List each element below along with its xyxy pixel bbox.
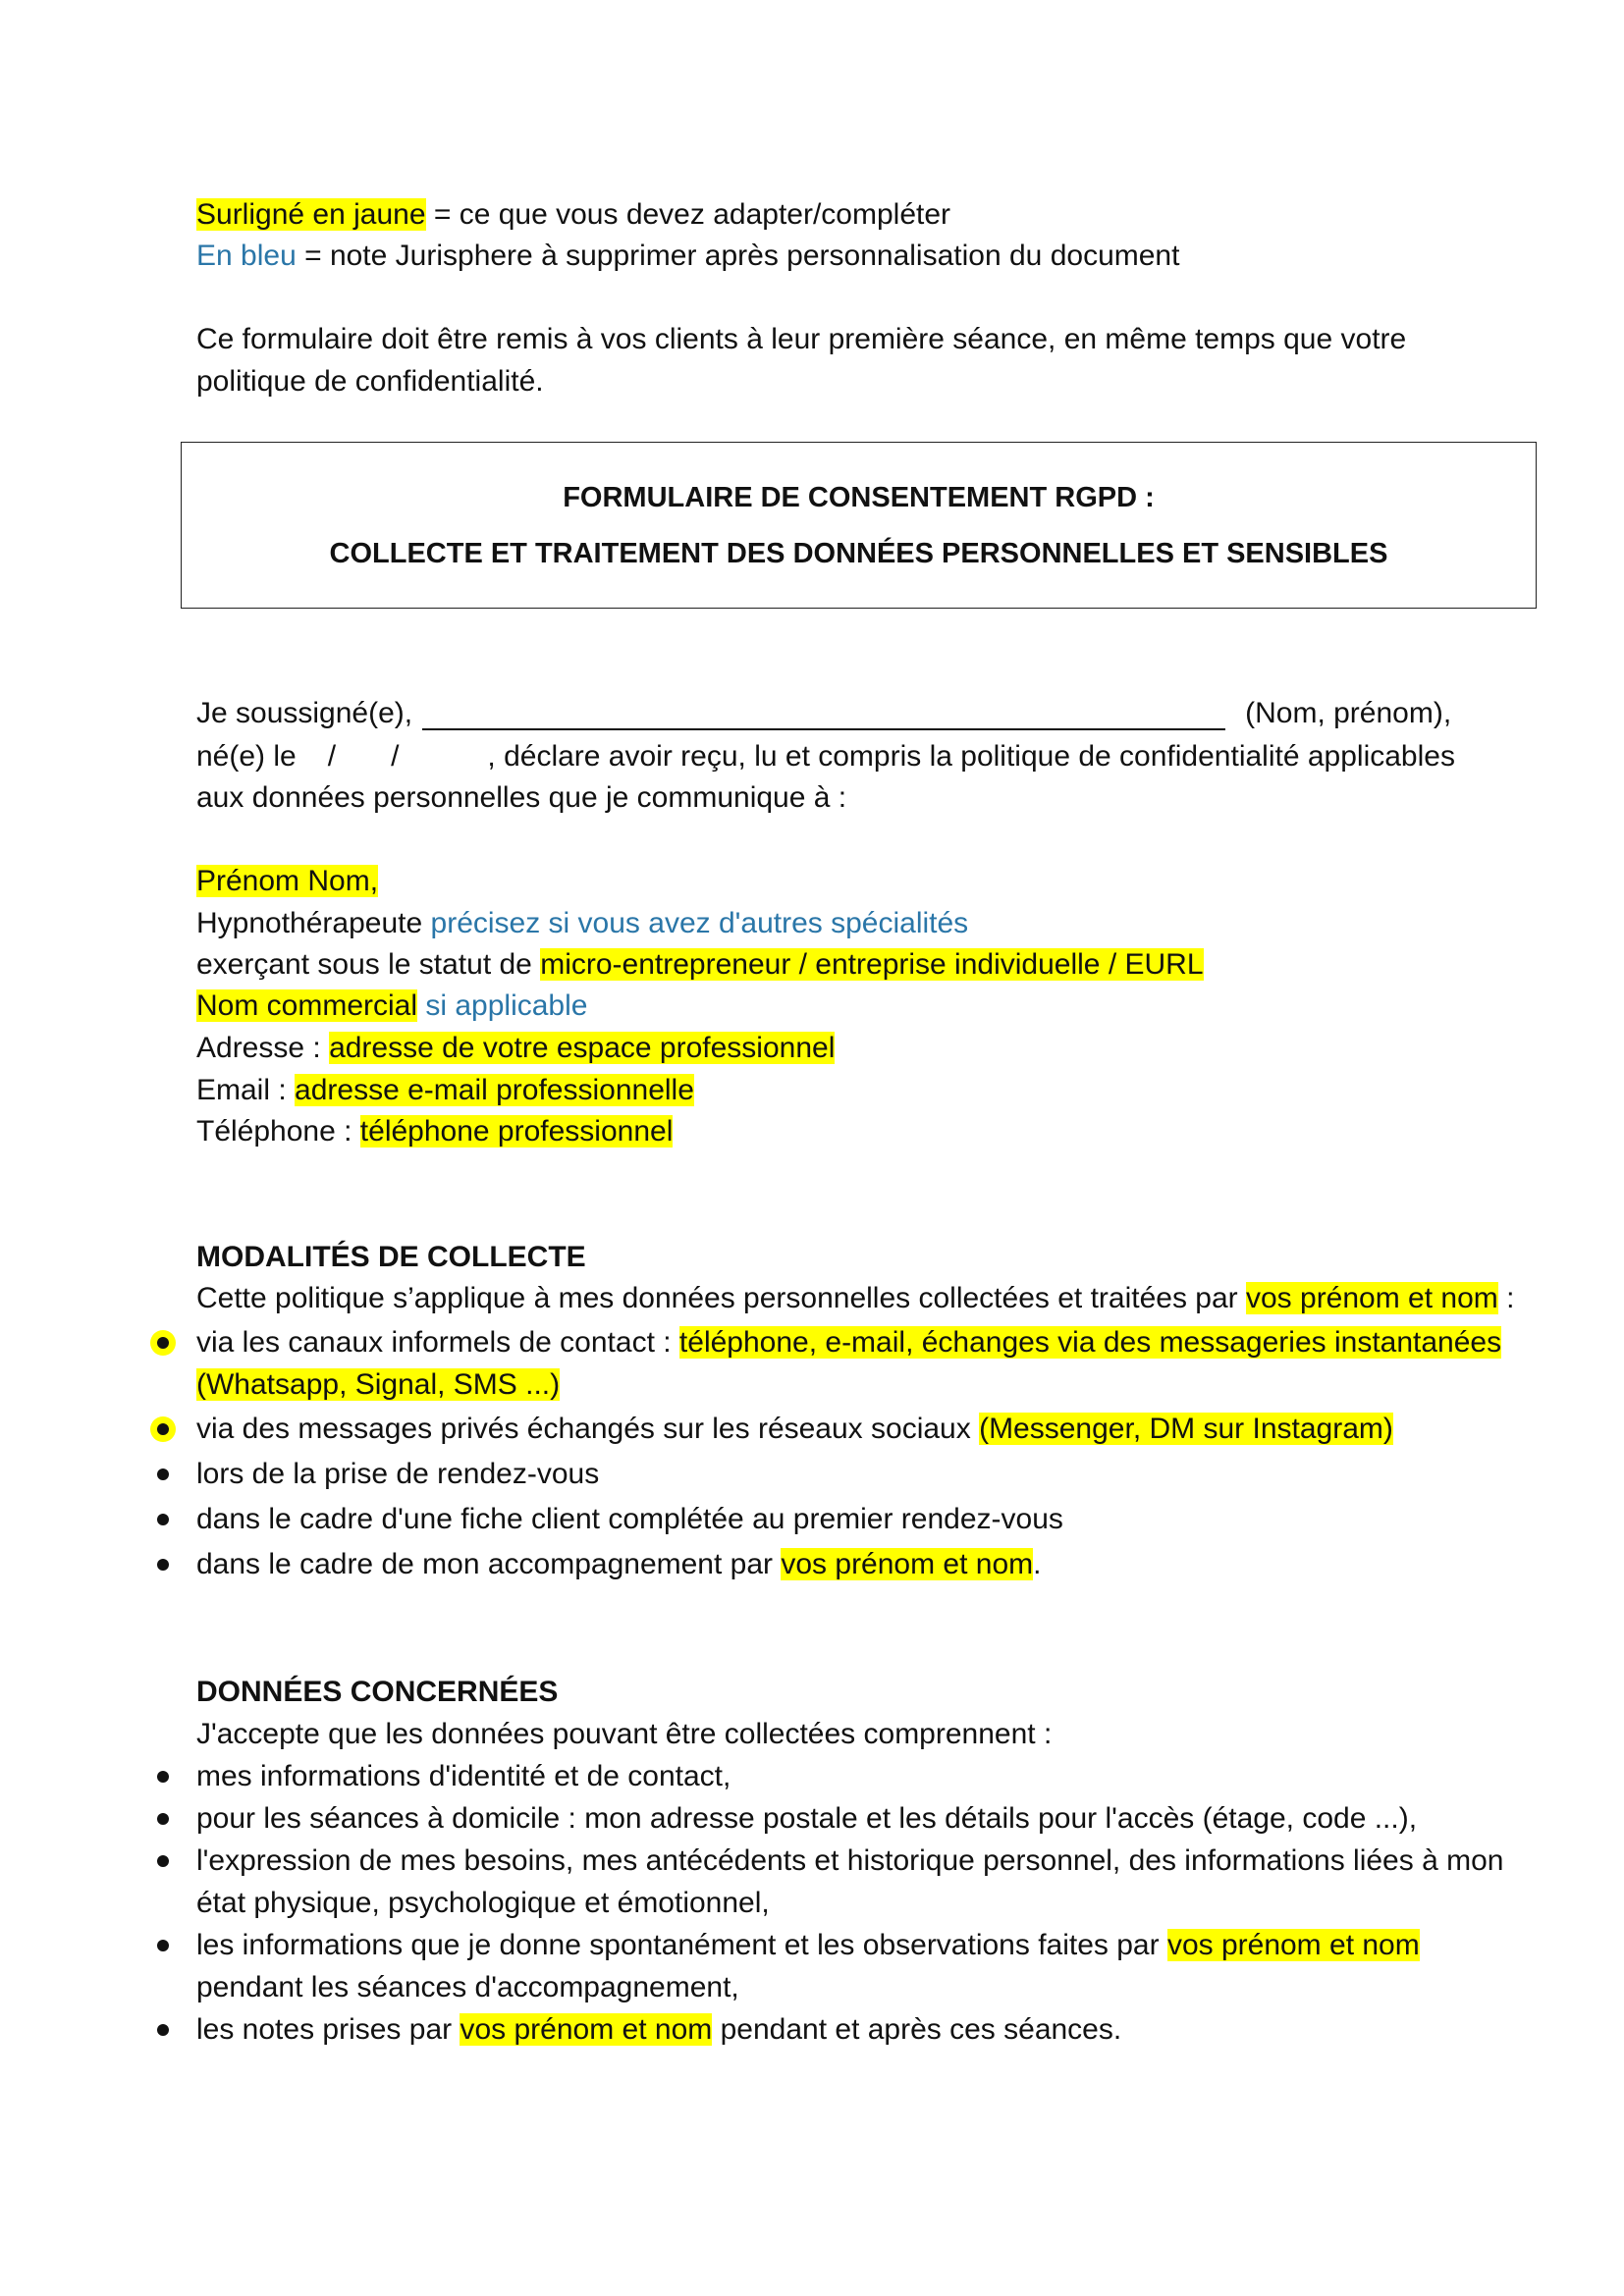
collecte-item-1-highlight: téléphone, e-mail, échanges via des messageries instantanées	[678, 1326, 1502, 1359]
donnees-item-3: l'expression de mes besoins, mes antécédents et historique personnel, des informations liées à mon	[196, 1844, 1504, 1877]
donnees-item-5-text: les notes prises par	[196, 2013, 460, 2046]
declaration-line-1	[196, 693, 1451, 734]
bullet-icon	[157, 1855, 169, 1867]
collecte-item-5-text: dans le cadre de mon accompagnement par	[196, 1548, 782, 1580]
email-value: adresse e-mail professionnelle	[295, 1074, 694, 1106]
practitioner-name	[196, 861, 378, 902]
bullet-icon	[157, 1337, 169, 1349]
practitioner-status	[196, 944, 1204, 986]
legend-yellow-label: Surligné en jaune	[196, 198, 426, 231]
donnees-item-4	[196, 1925, 1420, 1966]
phone-value: téléphone professionnel	[359, 1115, 674, 1148]
profession-label: Hypnothérapeute	[196, 907, 431, 939]
collecte-item-5	[196, 1544, 1042, 1585]
declaration-line-3: aux données personnelles que je communique à :	[196, 781, 847, 814]
collecte-item-2	[196, 1409, 1393, 1450]
donnees-item-3-cont: état physique, psychologique et émotionnel,	[196, 1887, 770, 1919]
title-line-1: FORMULAIRE DE CONSENTEMENT RGPD :	[563, 482, 1155, 513]
collecte-item-2-highlight: (Messenger, DM sur Instagram)	[979, 1413, 1393, 1445]
intro-line-1: Ce formulaire doit être remis à vos clients à leur première séance, en même temps que votre	[196, 323, 1407, 355]
collecte-intro-text: Cette politique s’applique à mes données personnelles collectées et traitées par	[196, 1282, 1246, 1314]
intro-line-2: politique de confidentialité.	[196, 365, 544, 398]
bullet-icon	[157, 1559, 169, 1571]
bullet-icon	[157, 1423, 169, 1435]
bullet-icon	[157, 1771, 169, 1783]
legend-blue	[196, 236, 1179, 277]
date-slash-1: /	[327, 740, 337, 773]
collecte-item-5-end: .	[1033, 1548, 1042, 1580]
legend-yellow-text: = ce que vous devez adapter/compléter	[425, 198, 951, 231]
donnees-item-1: mes informations d'identité et de contact,	[196, 1760, 731, 1792]
donnees-heading: DONNÉES CONCERNÉES	[196, 1676, 559, 1708]
legend-yellow	[196, 194, 950, 236]
donnees-item-4-text: les informations que je donne spontanément et les observations faites par	[196, 1929, 1167, 1961]
donnees-item-4-highlight: vos prénom et nom	[1166, 1929, 1420, 1961]
practitioner-name-value: Prénom Nom,	[196, 865, 379, 897]
donnees-item-4-cont: pendant les séances d'accompagnement,	[196, 1971, 739, 2003]
bullet-icon	[157, 1940, 169, 1951]
donnees-item-5-highlight: vos prénom et nom	[460, 2013, 713, 2046]
title-box	[181, 442, 1537, 609]
legend-blue-label: En bleu	[196, 240, 297, 272]
collecte-item-1-cont	[196, 1364, 560, 1406]
practitioner-address	[196, 1028, 835, 1069]
practitioner-email	[196, 1070, 694, 1111]
declaration-rest: , déclare avoir reçu, lu et compris la politique de confidentialité applicables	[487, 740, 1455, 773]
collecte-intro-highlight: vos prénom et nom	[1245, 1282, 1498, 1314]
collecte-item-2-text: via des messages privés échangés sur les réseaux sociaux	[196, 1413, 980, 1445]
address-value: adresse de votre espace professionnel	[329, 1032, 836, 1064]
legend-blue-text: = note Jurisphere à supprimer après personnalisation du document	[296, 240, 1180, 272]
date-slash-2: /	[391, 740, 400, 773]
born-label: né(e) le	[196, 740, 297, 773]
declaration-prefix: Je soussigné(e),	[196, 697, 413, 729]
collecte-item-4: dans le cadre d'une fiche client complétée au premier rendez-vous	[196, 1503, 1063, 1535]
collecte-intro	[196, 1278, 1514, 1319]
address-label: Adresse :	[196, 1032, 330, 1064]
status-prefix: exerçant sous le statut de	[196, 948, 541, 981]
collecte-item-5-highlight: vos prénom et nom	[781, 1548, 1034, 1580]
donnees-item-5-end: pendant et après ces séances.	[712, 2013, 1122, 2046]
collecte-intro-end: :	[1497, 1282, 1515, 1314]
collecte-heading: MODALITÉS DE COLLECTE	[196, 1241, 586, 1273]
donnees-intro: J'accepte que les données pouvant être collectées comprennent :	[196, 1718, 1053, 1750]
name-hint: (Nom, prénom),	[1245, 697, 1452, 729]
trade-name-value: Nom commercial	[196, 989, 418, 1022]
trade-name-note: si applicable	[417, 989, 588, 1022]
bullet-icon	[157, 1468, 169, 1480]
donnees-item-5	[196, 2009, 1121, 2051]
title-line-2: COLLECTE ET TRAITEMENT DES DONNÉES PERSONNELLES ET SENSIBLES	[329, 538, 1388, 569]
collecte-item-1	[196, 1322, 1501, 1363]
practitioner-profession	[196, 903, 968, 944]
profession-note: précisez si vous avez d'autres spécialités	[430, 907, 969, 939]
collecte-item-3: lors de la prise de rendez-vous	[196, 1458, 600, 1490]
bullet-icon	[157, 1514, 169, 1525]
email-label: Email :	[196, 1074, 296, 1106]
declaration-line-2	[196, 736, 1455, 777]
collecte-item-1-highlight-2: (Whatsapp, Signal, SMS ...)	[196, 1368, 561, 1401]
phone-label: Téléphone :	[196, 1115, 360, 1148]
bullet-icon	[157, 1813, 169, 1825]
practitioner-phone	[196, 1111, 673, 1152]
practitioner-trade-name	[196, 986, 587, 1027]
donnees-item-2: pour les séances à domicile : mon adresse postale et les détails pour l'accès (étage, code ...),	[196, 1802, 1418, 1835]
bullet-icon	[157, 2024, 169, 2036]
name-blank-field[interactable]	[422, 697, 1225, 730]
status-value: micro-entrepreneur / entreprise individuelle / EURL	[540, 948, 1204, 981]
collecte-item-1-text: via les canaux informels de contact :	[196, 1326, 679, 1359]
